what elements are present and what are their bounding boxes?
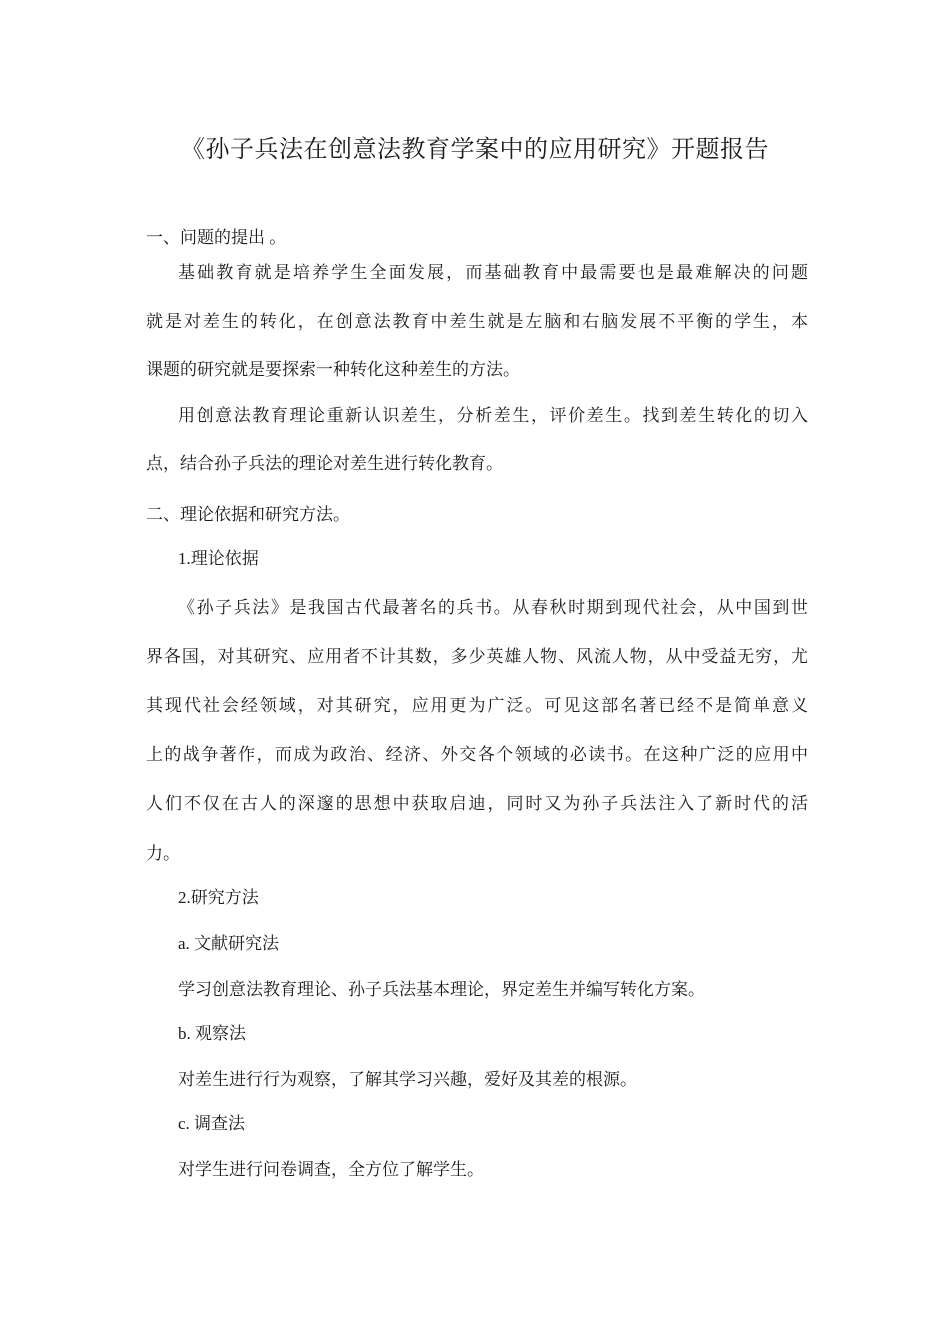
paragraph-line: 就是对差生的转化，在创意法教育中差生就是左脑和右脑发展不平衡的学生，本 (146, 312, 808, 331)
method-description: 对学生进行问卷调查，全方位了解学生。 (178, 1160, 484, 1179)
subsection-heading-methods: 2.研究方法 (178, 888, 259, 907)
paragraph-line: 上的战争著作，而成为政治、经济、外交各个领域的必读书。在这种广泛的应用中 (146, 745, 808, 764)
section-1-heading: 一、问题的提出 。 (146, 228, 287, 247)
paragraph-line: 用创意法教育理论重新认识差生，分析差生，评价差生。找到差生转化的切入 (178, 406, 808, 425)
paragraph-line: 基础教育就是培养学生全面发展，而基础教育中最需要也是最难解决的问题 (178, 263, 808, 282)
paragraph-line: 力。 (146, 844, 180, 863)
method-name: b. 观察法 (178, 1024, 246, 1043)
method-description: 学习创意法教育理论、孙子兵法基本理论，界定差生并编写转化方案。 (178, 980, 705, 999)
paragraph-line: 点，结合孙子兵法的理论对差生进行转化教育。 (146, 454, 503, 473)
section-2-heading: 二、理论依据和研究方法。 (146, 505, 350, 524)
paragraph-line: 《孙子兵法》是我国古代最著名的兵书。从春秋时期到现代社会，从中国到世 (178, 598, 808, 617)
paragraph-line: 人们不仅在古人的深邃的思想中获取启迪，同时又为孙子兵法注入了新时代的活 (146, 794, 808, 813)
document-title: 《孙子兵法在创意法教育学案中的应用研究》开题报告 (181, 137, 769, 163)
paragraph-line: 课题的研究就是要探索一种转化这种差生的方法。 (146, 360, 520, 379)
paragraph-line: 界各国，对其研究、应用者不计其数，多少英雄人物、风流人物，从中受益无穷，尤 (146, 647, 808, 666)
method-name: a. 文献研究法 (178, 934, 280, 953)
method-name: c. 调查法 (178, 1114, 246, 1133)
method-description: 对差生进行行为观察，了解其学习兴趣，爱好及其差的根源。 (178, 1070, 637, 1089)
paragraph-line: 其现代社会经领域，对其研究，应用更为广泛。可见这部名著已经不是简单意义 (146, 696, 808, 715)
subsection-heading-theory: 1.理论依据 (178, 549, 259, 568)
